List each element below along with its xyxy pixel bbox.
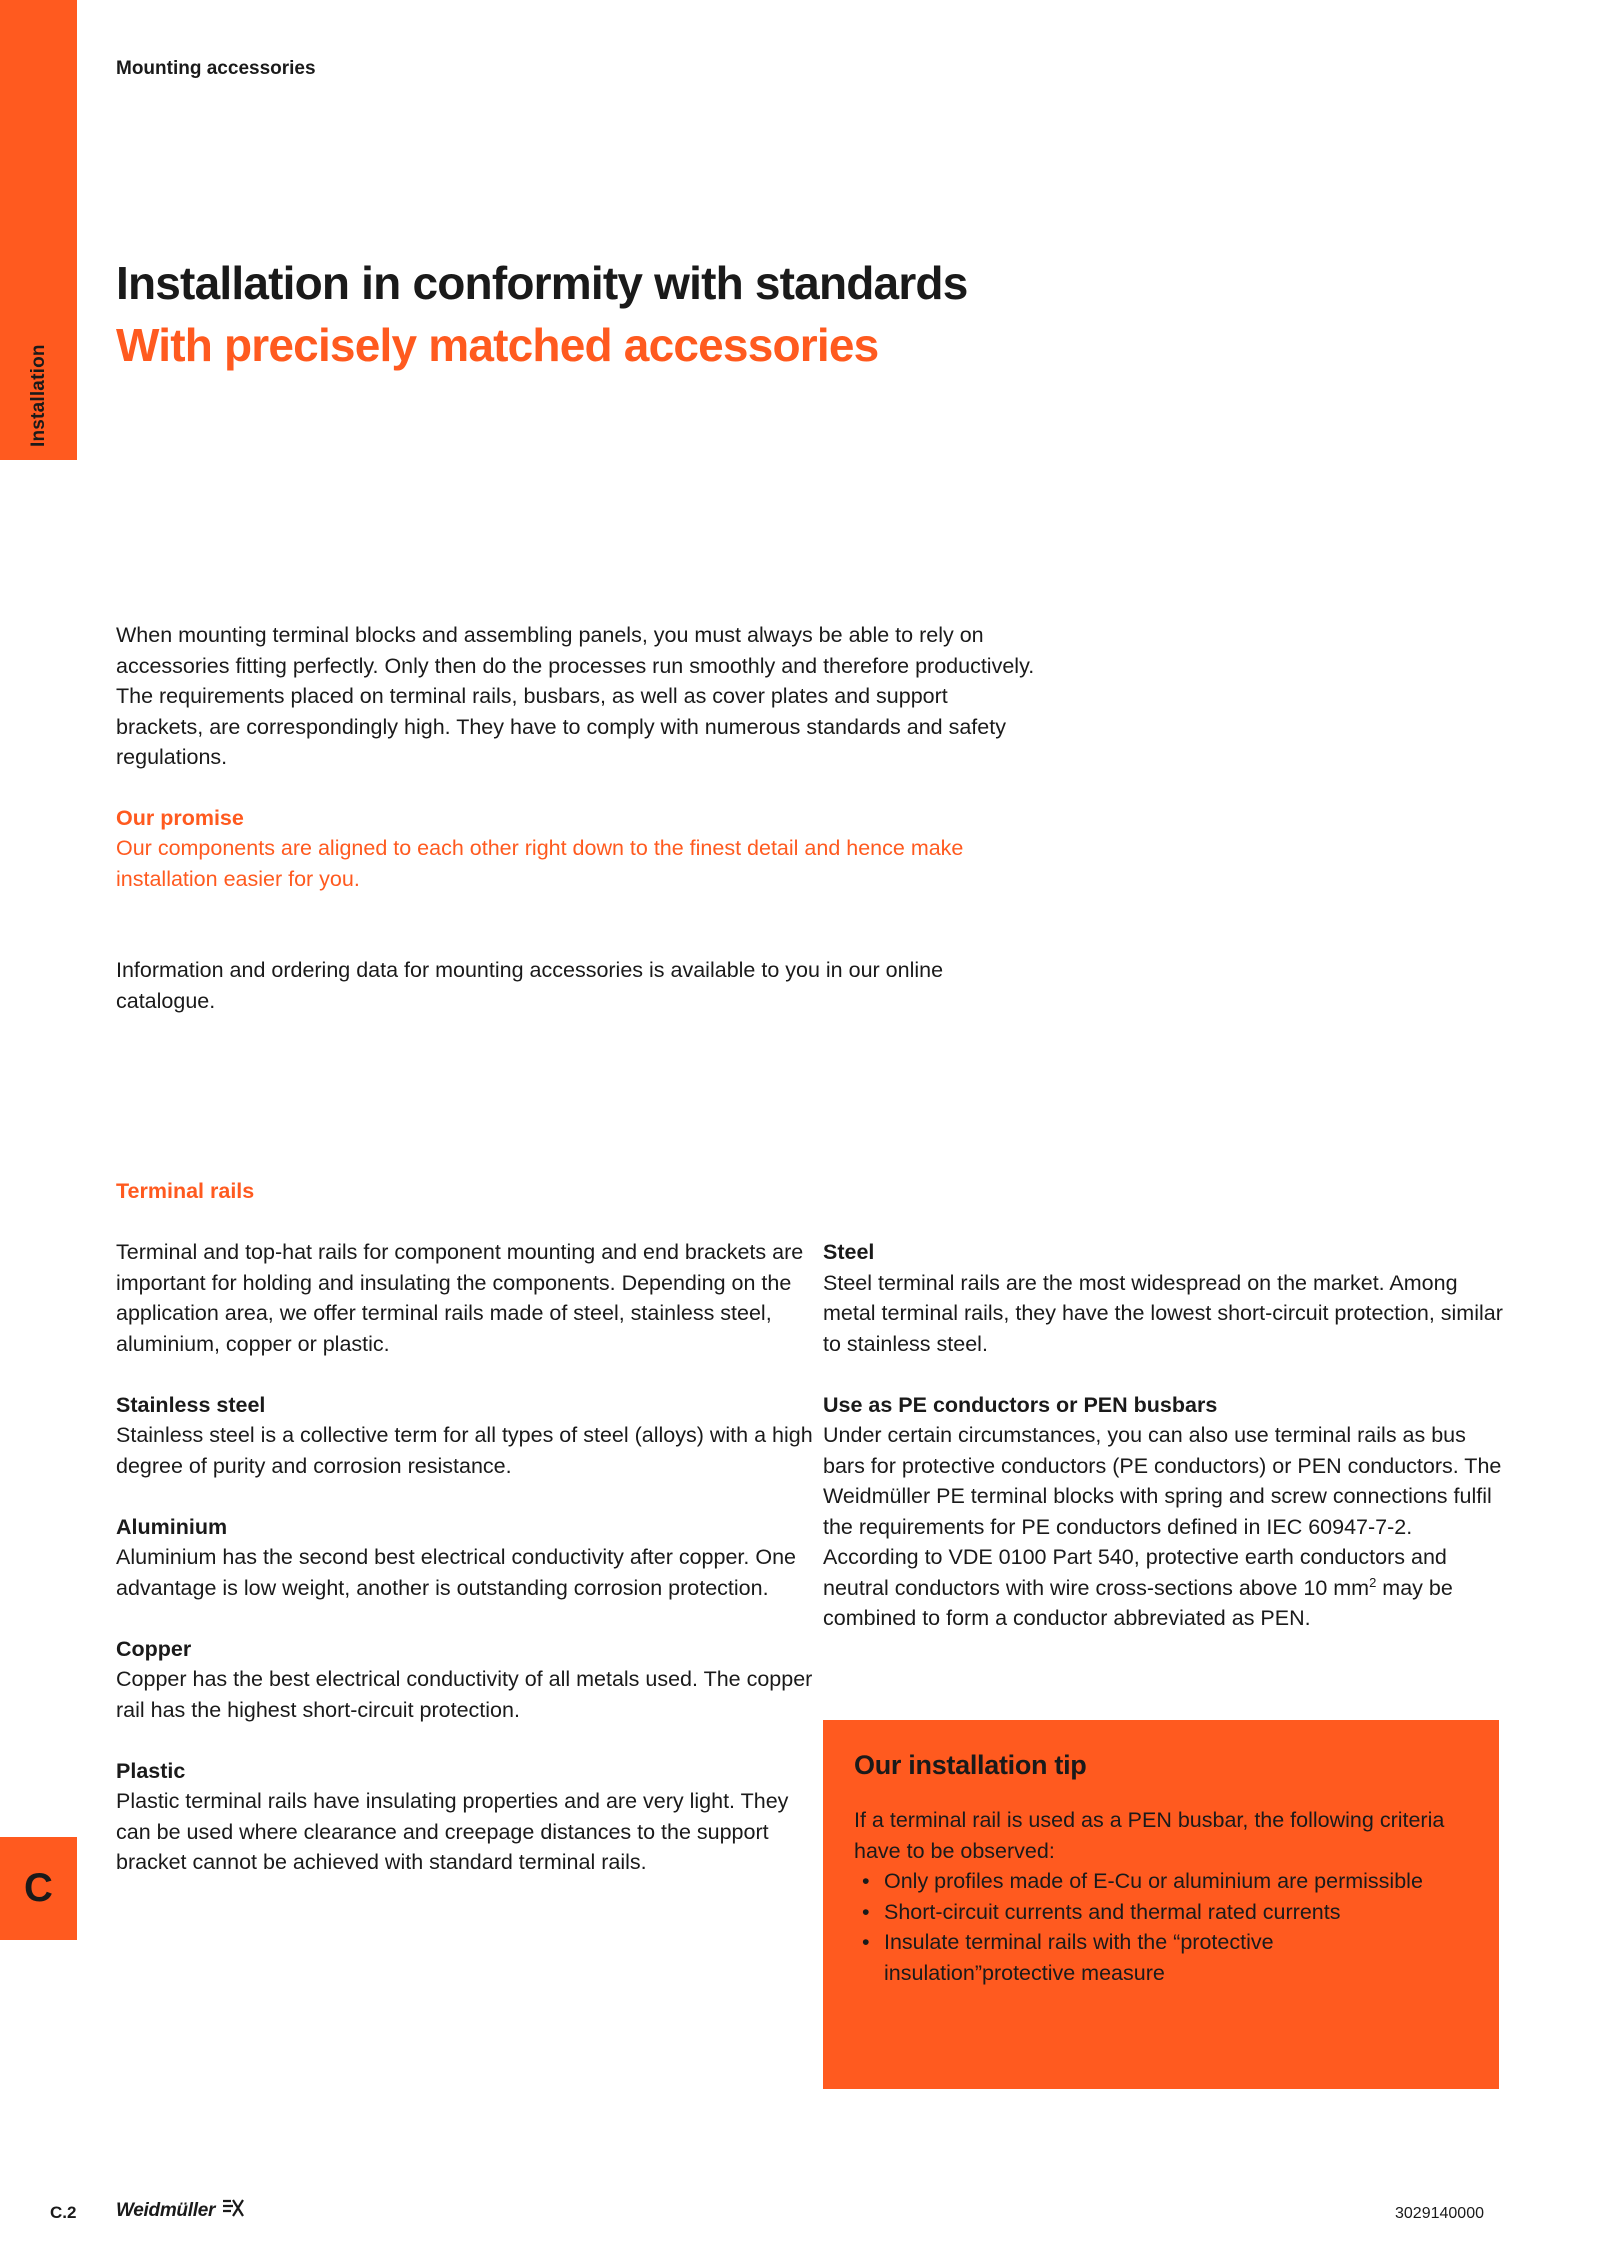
catalogue-text: Information and ordering data for mounting accessories is available to you in our online catalogue.: [116, 958, 944, 1013]
section-label: Mounting accessories: [116, 58, 316, 79]
installation-tip-box: [823, 1720, 1499, 2089]
copper-heading: Copper: [116, 1636, 192, 1661]
stainless-heading: Stainless steel: [116, 1392, 266, 1417]
pe-text-main: Under certain circumstances, you can also use terminal rails as bus bars for protective conductors (PE conductors) or PEN conductors. The Weidmüller PE terminal blocks with spring and screw connections fulfil the requirements for PE conductors defined in IEC 60947-7-2. According to VDE 0100 Part 540, protective earth conductors and neutral conductors with wire cross-sections above 10 mm: [823, 1423, 1502, 1600]
side-tab-label: Installation: [28, 344, 49, 447]
stainless-text: Stainless steel is a collective term for all types of steel (alloys) with a high degree of purity and corrosion resistance.: [116, 1423, 813, 1478]
steel-block: [823, 1237, 1503, 1359]
right-column: [823, 1237, 1503, 1664]
pe-text: [823, 1420, 1503, 1634]
steel-heading: Steel: [823, 1240, 875, 1264]
page-number: C.2: [50, 2203, 77, 2222]
rails-intro-text: Terminal and top-hat rails for component mounting and end brackets are important for holding and insulating the components. Depending on the application area, we offer terminal rails made of steel, stainless steel, aluminium, copper or plastic.: [116, 1240, 804, 1356]
aluminium-block: [116, 1512, 816, 1604]
tip-list-item: • Short-circuit currents and thermal rated currents: [854, 1897, 1469, 1928]
tip-list: [854, 1866, 1469, 1988]
plastic-text: Plastic terminal rails have insulating properties and are very light. They can be used where clearance and creepage distances to the support bracket cannot be achieved with standard terminal rails.: [116, 1789, 789, 1874]
tip-list-item: • Only profiles made of E-Cu or aluminium are permissible: [854, 1866, 1469, 1897]
steel-text: Steel terminal rails are the most widespread on the market. Among metal terminal rails, they have the lowest short-circuit protection, similar to stainless steel.: [823, 1270, 1503, 1356]
promise-text: Our components are aligned to each other right down to the finest detail and hence make installation easier for you.: [116, 836, 964, 891]
plastic-heading: Plastic: [116, 1758, 186, 1783]
tip-intro: If a terminal rail is used as a PEN busbar, the following criteria have to be observed:: [854, 1808, 1445, 1863]
copper-text: Copper has the best electrical conductivity of all metals used. The copper rail has the highest short-circuit protection.: [116, 1667, 813, 1722]
document-code: 3029140000: [1395, 2205, 1484, 2222]
pe-text-end: may be combined to form a conductor abbreviated as PEN.: [823, 1575, 1453, 1630]
promise-heading: Our promise: [116, 806, 244, 830]
stainless-block: [116, 1390, 816, 1482]
pe-block: [823, 1390, 1503, 1634]
copper-block: [116, 1634, 816, 1726]
left-column: [116, 1237, 816, 1908]
terminal-rails-heading: Terminal rails: [116, 1179, 255, 1203]
brand-logo: [116, 2198, 245, 2223]
page-subtitle: With precisely matched accessories: [116, 319, 879, 371]
aluminium-heading: Aluminium: [116, 1514, 228, 1539]
tip-title: Our installation tip: [854, 1750, 1087, 1780]
pe-heading: Use as PE conductors or PEN busbars: [823, 1392, 1218, 1417]
chapter-marker: C: [0, 1837, 77, 1940]
plastic-block: [116, 1756, 816, 1878]
brand-name: Weidmüller: [116, 2199, 216, 2221]
pe-text-superscript: 2: [1369, 1574, 1377, 1590]
page-title: Installation in conformity with standards: [116, 257, 968, 309]
rails-intro-block: [116, 1237, 816, 1359]
brand-mark-icon: [221, 2198, 245, 2223]
tip-list-item: • Insulate terminal rails with the “protective insulation”protective measure: [854, 1927, 1469, 1988]
tip-body: [854, 1805, 1469, 1988]
intro-paragraph: When mounting terminal blocks and assembling panels, you must always be able to rely on accessories fitting perfectly. Only then do the processes run smoothly and therefore productively. The requirements placed on terminal rails, busbars, as well as cover plates and support brackets, are correspondingly high. They have to comply with numerous standards and safety regulations.: [116, 623, 1035, 769]
aluminium-text: Aluminium has the second best electrical conductivity after copper. One advantage is low weight, another is outstanding corrosion protection.: [116, 1545, 796, 1600]
